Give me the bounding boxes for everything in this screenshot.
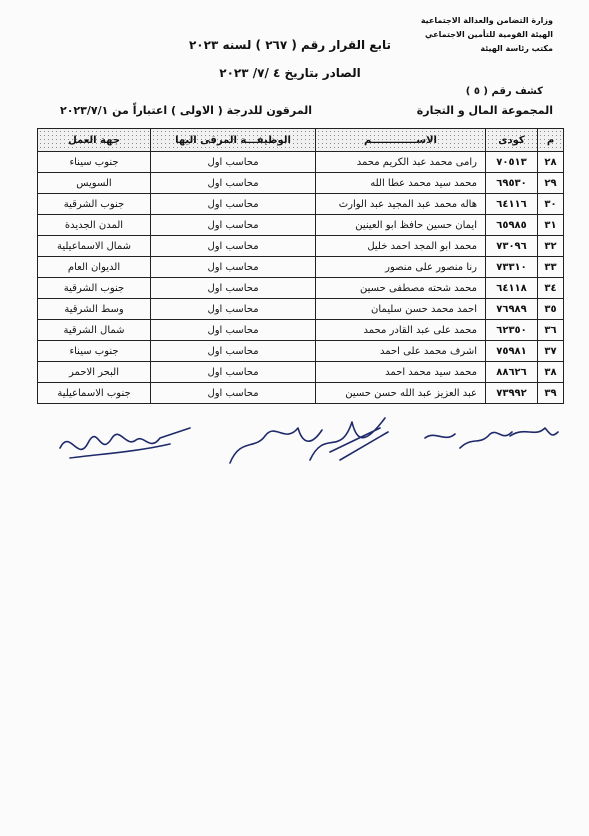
cell-workplace: المدن الجديدة [38, 215, 151, 236]
org-line-2: الهيئة القومية للتأمين الاجتماعي [425, 30, 553, 39]
cell-position: محاسب اول [151, 236, 316, 257]
promotion-table [37, 128, 564, 404]
cell-index: ٢٨ [538, 152, 564, 173]
cell-index: ٣١ [538, 215, 564, 236]
cell-workplace: جنوب الشرقية [38, 278, 151, 299]
cell-name: عبد العزيز عبد الله حسن حسين [316, 383, 486, 404]
table-row [38, 320, 564, 341]
decision-date: الصادر بتاريخ ٤ /٧/ ٢٠٢٣ [219, 66, 361, 80]
cell-index: ٣٣ [538, 257, 564, 278]
cell-name: محمد على عبد القادر محمد [316, 320, 486, 341]
cell-workplace: شمال الشرقية [38, 320, 151, 341]
cell-name: محمد ابو المجد احمد خليل [316, 236, 486, 257]
table-row [38, 173, 564, 194]
col-header-workplace: جهة العمل [38, 129, 151, 152]
cell-position: محاسب اول [151, 341, 316, 362]
cell-index: ٣٩ [538, 383, 564, 404]
cell-name: محمد سيد محمد احمد [316, 362, 486, 383]
group-label: المجموعة المال و التجارة [416, 104, 553, 117]
cell-name: محمد سيد محمد عطا الله [316, 173, 486, 194]
cell-name: اشرف محمد على احمد [316, 341, 486, 362]
table-row [38, 236, 564, 257]
col-header-position: الوظيفـــة المرقى اليها [151, 129, 316, 152]
cell-code: ٧٣٠٩٦ [486, 236, 538, 257]
cell-workplace: الديوان العام [38, 257, 151, 278]
promotion-label: المرقون للدرجة ( الاولى ) اعتباراً من ٢٠٢٣/٧/١ [60, 104, 312, 117]
cell-position: محاسب اول [151, 383, 316, 404]
table-row [38, 278, 564, 299]
cell-workplace: البحر الاحمر [38, 362, 151, 383]
cell-code: ٨٨٦٢٦ [486, 362, 538, 383]
col-header-index: م [538, 129, 564, 152]
cell-code: ٧٠٥١٣ [486, 152, 538, 173]
signature-1-underline [70, 444, 170, 458]
cell-name: احمد محمد حسن سليمان [316, 299, 486, 320]
table-row [38, 257, 564, 278]
col-header-code: كودى [486, 129, 538, 152]
cell-workplace: وسط الشرقية [38, 299, 151, 320]
signature-5 [510, 428, 558, 436]
cell-position: محاسب اول [151, 299, 316, 320]
cell-workplace: شمال الاسماعيلية [38, 236, 151, 257]
cell-position: محاسب اول [151, 194, 316, 215]
cell-name: رنا منصور على منصور [316, 257, 486, 278]
cell-position: محاسب اول [151, 152, 316, 173]
table-row [38, 299, 564, 320]
cell-name: رامى محمد عبد الكريم محمد [316, 152, 486, 173]
cell-index: ٣٠ [538, 194, 564, 215]
table-row [38, 194, 564, 215]
cell-position: محاسب اول [151, 362, 316, 383]
decision-title: تابع القرار رقم ( ٢٦٧ ) لسنه ٢٠٢٣ [188, 38, 392, 52]
cell-name: محمد شحته مصطفى حسين [316, 278, 486, 299]
cell-workplace: جنوب سيناء [38, 152, 151, 173]
cell-index: ٣٨ [538, 362, 564, 383]
cell-workplace: جنوب سيناء [38, 341, 151, 362]
cell-position: محاسب اول [151, 257, 316, 278]
table-header-row [38, 129, 564, 152]
cell-code: ٦٢٣٥٠ [486, 320, 538, 341]
cell-position: محاسب اول [151, 173, 316, 194]
cell-index: ٣٤ [538, 278, 564, 299]
cell-index: ٣٧ [538, 341, 564, 362]
cell-position: محاسب اول [151, 278, 316, 299]
org-line-3: مكتب رئاسة الهيئة [480, 44, 553, 53]
cell-name: ايمان حسين حافظ ابو العينين [316, 215, 486, 236]
cell-name: هاله محمد عبد المجيد عبد الوارث [316, 194, 486, 215]
cell-code: ٧٣٣١٠ [486, 257, 538, 278]
cell-index: ٣٦ [538, 320, 564, 341]
table-row [38, 362, 564, 383]
signature-2 [230, 428, 322, 463]
cell-code: ٦٤١١٨ [486, 278, 538, 299]
cell-code: ٧٣٩٩٢ [486, 383, 538, 404]
cell-index: ٣٢ [538, 236, 564, 257]
cell-position: محاسب اول [151, 320, 316, 341]
table-row [38, 341, 564, 362]
cell-workplace: جنوب الشرقية [38, 194, 151, 215]
signature-1 [60, 428, 190, 449]
cell-code: ٧٥٩٨١ [486, 341, 538, 362]
cell-code: ٦٤١١٦ [486, 194, 538, 215]
cell-workplace: جنوب الاسماعيلية [38, 383, 151, 404]
org-line-1: وزارة التضامن والعدالة الاجتماعية [420, 16, 553, 25]
table-row [38, 383, 564, 404]
cell-position: محاسب اول [151, 215, 316, 236]
col-header-name: الاســـــــــــــم [316, 129, 486, 152]
cell-index: ٢٩ [538, 173, 564, 194]
signature-3 [310, 418, 388, 460]
signature-4 [425, 432, 512, 448]
signatures-area [40, 408, 560, 488]
table-row [38, 152, 564, 173]
cell-code: ٧٦٩٨٩ [486, 299, 538, 320]
table-row [38, 215, 564, 236]
cell-code: ٦٩٥٣٠ [486, 173, 538, 194]
cell-code: ٦٥٩٨٥ [486, 215, 538, 236]
cell-workplace: السويس [38, 173, 151, 194]
cell-index: ٣٥ [538, 299, 564, 320]
sheet-number: كشف رقم ( ٥ ) [465, 86, 543, 97]
